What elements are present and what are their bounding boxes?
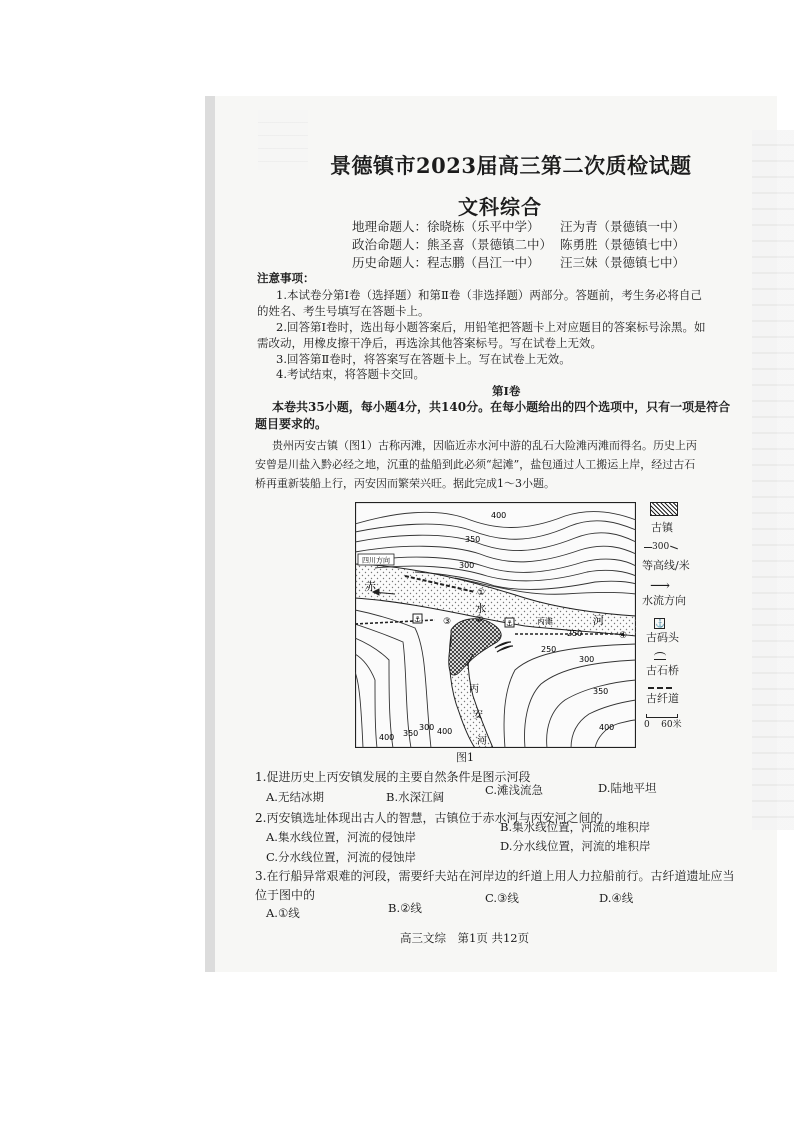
contour-label: 300 bbox=[579, 655, 595, 664]
map-direction-label: 四川方向 bbox=[362, 556, 390, 565]
question-option: A.①线 bbox=[266, 906, 300, 920]
river-name-char: 河 bbox=[593, 614, 604, 627]
page-footer: 高三文综 第1页 共12页 bbox=[400, 931, 530, 945]
contour-label: 400 bbox=[599, 723, 615, 732]
question-option: B.②线 bbox=[388, 901, 422, 915]
notice-line: 3.回答第Ⅱ卷时，将答案写在答题卡上。写在试卷上无效。 bbox=[276, 352, 571, 366]
bridge-icon bbox=[654, 652, 666, 660]
legend-label: 古纤道 bbox=[646, 692, 679, 705]
rapids-label: 丙滩 bbox=[537, 617, 553, 626]
author-name: 熊圣喜（景德镇二中） bbox=[427, 237, 553, 252]
scale-bar bbox=[646, 714, 678, 718]
anchor-icon: ⚓ bbox=[655, 619, 665, 628]
section-intro: 题目要求的。 bbox=[255, 417, 328, 431]
author-role: 历史命题人： bbox=[352, 255, 428, 270]
tributary-name-char: 丙 bbox=[469, 684, 479, 695]
trail-marker: ① bbox=[477, 588, 486, 598]
question-option: C.③线 bbox=[485, 891, 519, 905]
section-heading: 第Ⅰ卷 bbox=[492, 384, 521, 398]
passage-line: 贵州丙安古镇（图1）古称丙滩，因临近赤水河中游的乱石大险滩丙滩而得名。历史上丙 bbox=[272, 439, 697, 452]
question-stem-text: 2.丙安镇选址体现出古人的智慧，古镇位于赤水河与丙安河之间的 bbox=[255, 811, 603, 825]
bleed-through-right bbox=[752, 130, 794, 830]
exam-title: 景德镇市2023届高三第二次质检试题 bbox=[330, 153, 692, 178]
contour-label: 300 bbox=[459, 561, 475, 570]
author-name: 汪三妹（景德镇七中） bbox=[560, 255, 686, 270]
contour-label: 350 bbox=[403, 729, 419, 738]
contour-label: 250 bbox=[541, 645, 557, 654]
contour-label: 400 bbox=[379, 733, 395, 742]
question-stem: 位于图中的 bbox=[255, 888, 316, 902]
contour-label: 350 bbox=[465, 535, 481, 544]
river-name-char: 赤 bbox=[365, 580, 376, 593]
contour-label: 250 bbox=[567, 629, 583, 638]
wharf-symbol bbox=[413, 614, 422, 624]
trail-marker: ② bbox=[475, 615, 484, 625]
trail-legend-icon bbox=[648, 687, 672, 689]
town-legend-icon bbox=[650, 502, 678, 516]
passage-line: 桥再重新装船上行，丙安因而繁荣兴旺。据此完成1～3小题。 bbox=[255, 477, 555, 490]
question-stem: 1.促进历史上丙安镇发展的主要自然条件是图示河段 bbox=[255, 770, 531, 784]
question-option: A.集水线位置，河流的侵蚀岸 bbox=[266, 830, 416, 844]
bleed-through-left bbox=[258, 110, 308, 170]
trail-marker: ④ bbox=[619, 631, 628, 641]
wharf-symbol bbox=[505, 618, 514, 628]
notice-line: 2.回答第Ⅰ卷时，选出每小题答案后，用铅笔把答题卡上对应题目的答案标号涂黑。如 bbox=[276, 320, 706, 334]
legend-label: 古镇 bbox=[651, 521, 673, 534]
author-name: 陈勇胜（景德镇七中） bbox=[560, 237, 686, 252]
contour-label: 350 bbox=[593, 687, 609, 696]
legend-label: 古石桥 bbox=[646, 664, 679, 677]
legend-label: 水流方向 bbox=[642, 594, 686, 607]
arrow-right-icon: ⟶ bbox=[650, 578, 671, 594]
exam-subtitle: 文科综合 bbox=[458, 195, 542, 219]
author-name: 汪为青（景德镇一中） bbox=[560, 219, 686, 234]
passage-line: 安曾是川盐入黔必经之地，沉重的盐船到此必须“起滩”，盐包通过人工搬运上岸，经过古石 bbox=[255, 458, 696, 471]
legend-label: 古码头 bbox=[646, 631, 679, 644]
section-intro: 本卷共35小题，每小题4分，共140分。在每小题给出的四个选项中，只有一项是符合 bbox=[272, 400, 731, 414]
contour-label: 400 bbox=[437, 727, 453, 736]
map-legend bbox=[642, 502, 702, 748]
question-option: C.滩浅流急 bbox=[485, 783, 544, 797]
river-name-char: 水 bbox=[475, 602, 486, 615]
notice-line: 4.考试结束，将答题卡交回。 bbox=[276, 367, 425, 381]
question-option: B.集水线位置，河流的堆积岸 bbox=[500, 820, 651, 834]
notice-heading: 注意事项： bbox=[257, 271, 315, 285]
question-option: C.分水线位置，河流的侵蚀岸 bbox=[266, 850, 417, 864]
page-edge-shadow bbox=[205, 96, 215, 972]
topographic-map bbox=[355, 502, 636, 748]
tributary-name-char: 安 bbox=[473, 710, 483, 721]
question-option: B.水深江阔 bbox=[386, 790, 445, 804]
question-option: A.无结冰期 bbox=[266, 790, 324, 804]
question-option: D.陆地平坦 bbox=[598, 781, 657, 795]
author-role: 政治命题人： bbox=[352, 237, 428, 252]
contour-label: 300 bbox=[419, 723, 435, 732]
trail-marker: ③ bbox=[443, 617, 452, 627]
notice-line: 需改动，用橡皮擦干净后，再选涂其他答案标号。写在试卷上无效。 bbox=[257, 336, 602, 350]
tributary-name-char: 河 bbox=[477, 736, 487, 747]
svg-text:⚓: ⚓ bbox=[413, 615, 422, 624]
author-role: 地理命题人： bbox=[352, 219, 428, 234]
legend-label: 等高线/米 bbox=[642, 559, 690, 572]
contour-sample-value: 300 bbox=[652, 542, 670, 552]
notice-line: 1.本试卷分第Ⅰ卷（选择题）和第Ⅱ卷（非选择题）两部分。答题前，考生务必将自己 bbox=[276, 288, 702, 302]
map-figure bbox=[355, 502, 636, 748]
figure-caption: 图1 bbox=[456, 751, 474, 764]
author-name: 徐晓栋（乐平中学） bbox=[427, 219, 540, 234]
question-stem: 3.在行船异常艰难的河段，需要纤夫站在河岸边的纤道上用人力拉船前行。古纤道遗址应当 bbox=[255, 869, 735, 883]
contour-label: 400 bbox=[491, 511, 507, 520]
scale-label: 0 60米 bbox=[644, 720, 682, 730]
question-option: D.④线 bbox=[599, 891, 634, 905]
contour-legend-icon bbox=[670, 546, 678, 550]
contour-legend-icon bbox=[644, 547, 652, 548]
contour-legend-sample bbox=[652, 543, 669, 552]
notice-line: 的姓名、考生号填写在答题卡上。 bbox=[257, 304, 430, 318]
svg-text:⚓: ⚓ bbox=[505, 619, 514, 628]
question-option: D.分水线位置，河流的堆积岸 bbox=[500, 839, 651, 853]
author-name: 程志鹏（昌江一中） bbox=[427, 255, 540, 270]
